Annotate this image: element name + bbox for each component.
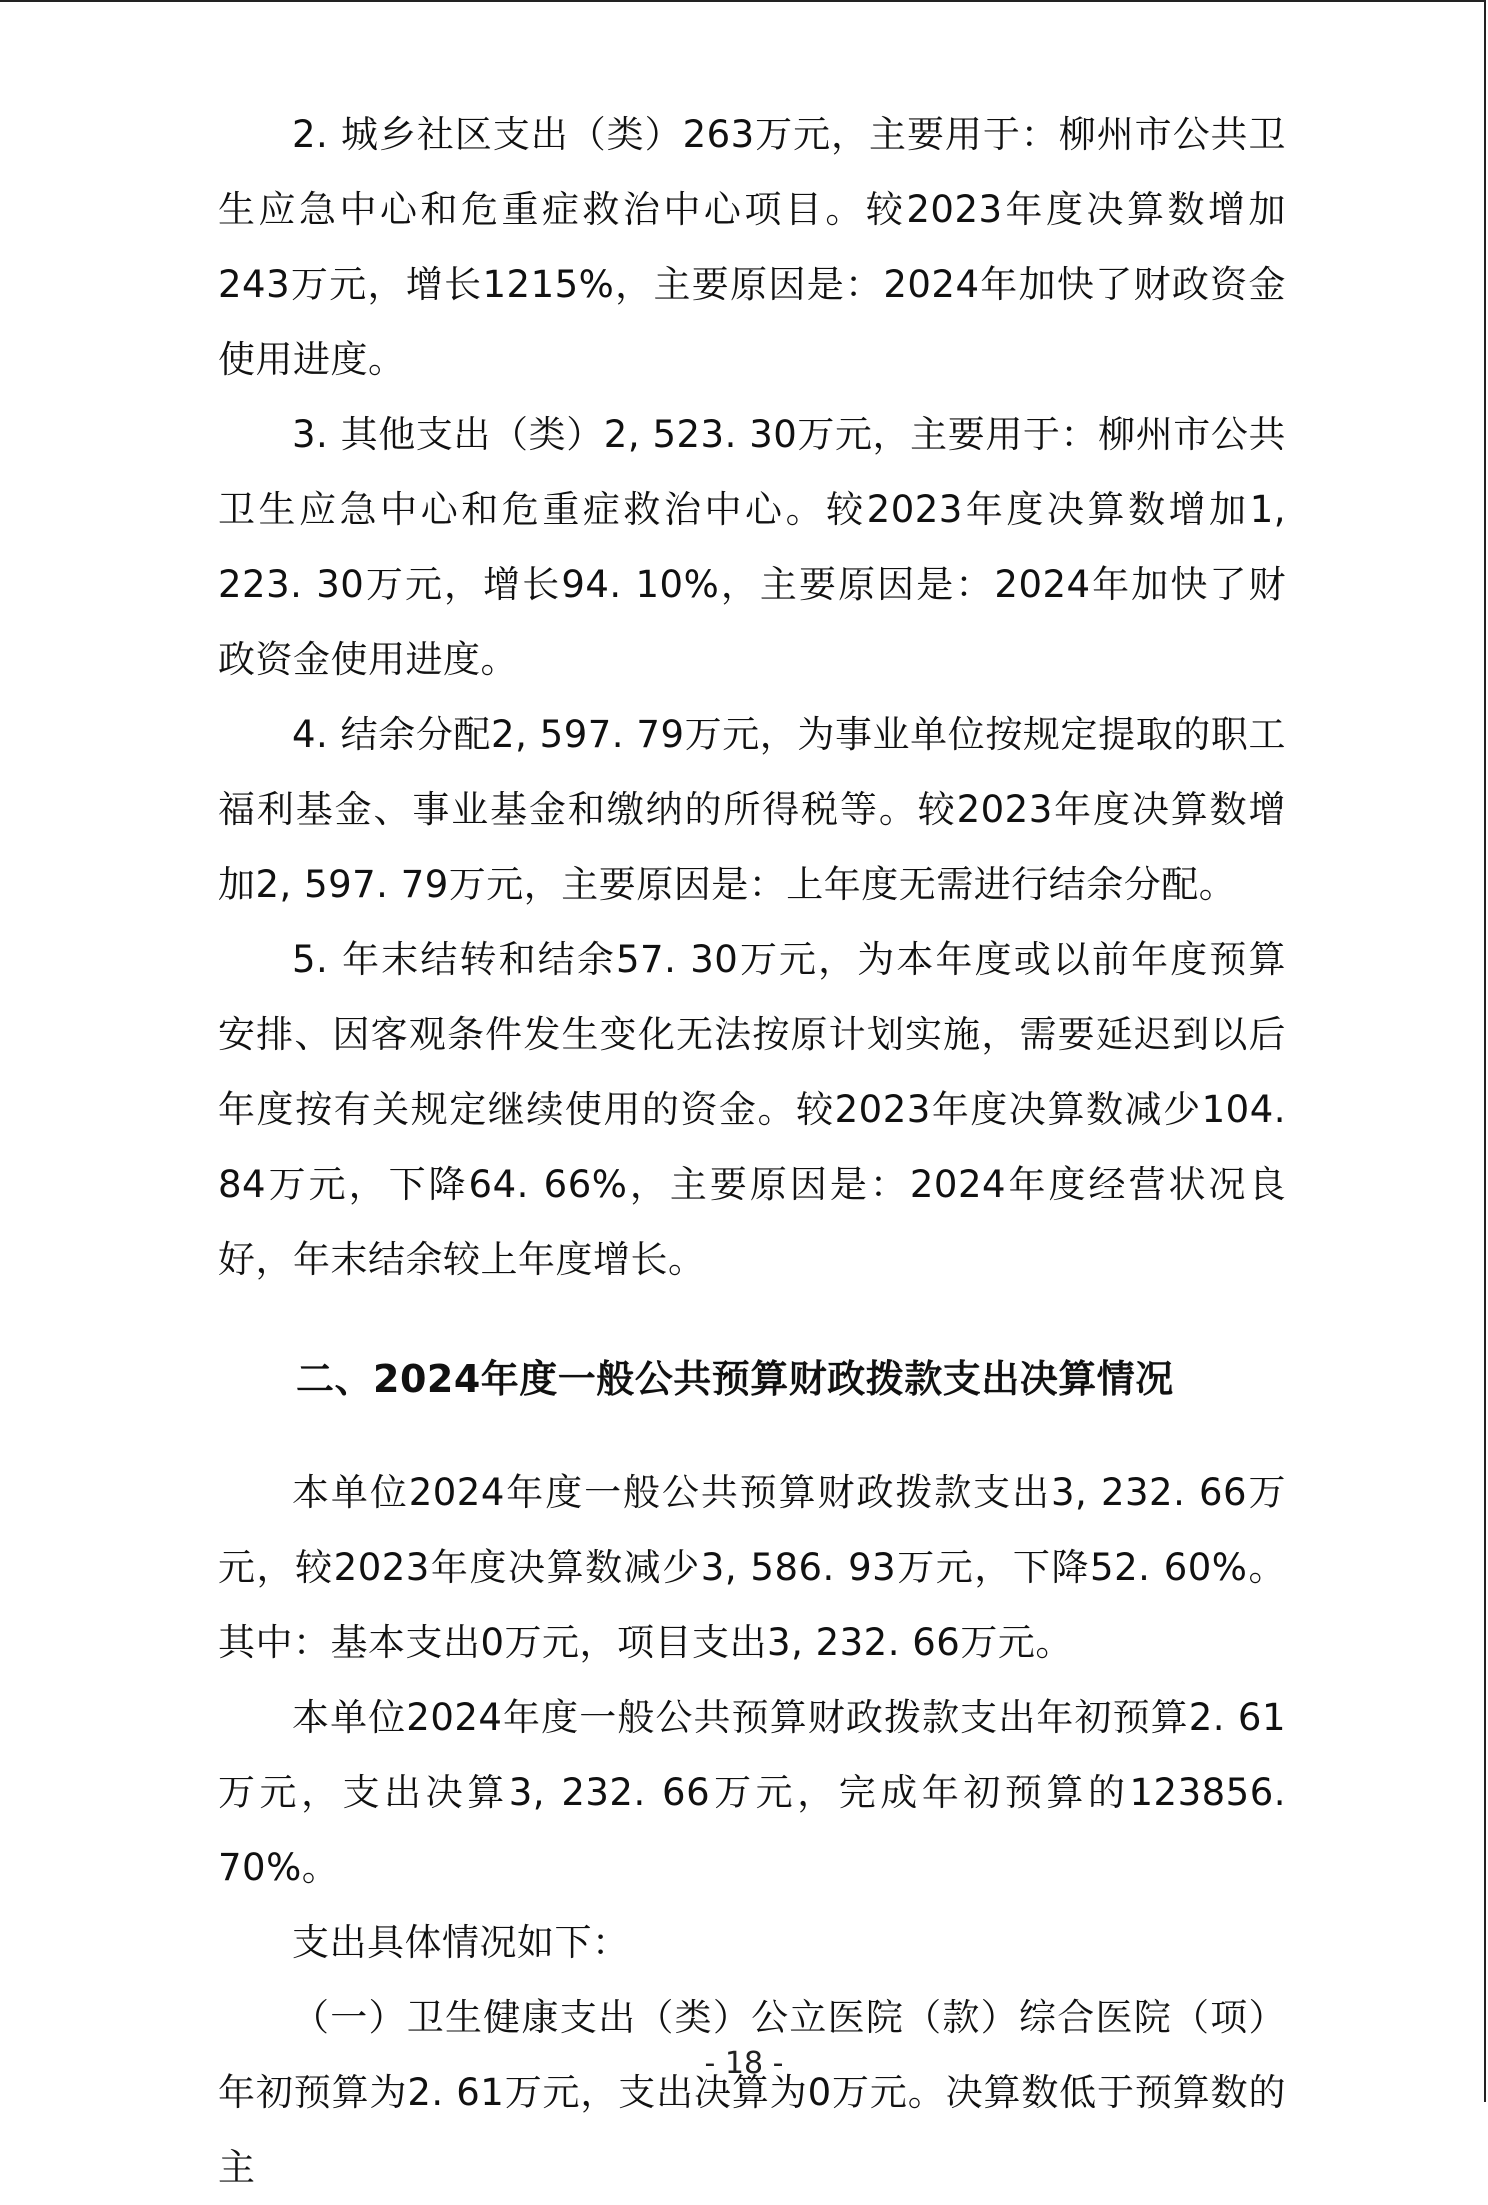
paragraph-year-end-carryover: 5. 年末结转和结余57. 30万元，为本年度或以前年度预算安排、因客观条件发生变化无法按原计划实施，需要延迟到以后年度按有关规定继续使用的资金。较2023年度决算数减少104. 84万元，下降64. 66%，主要原因是：2024年度经营状况良好，年末结余较上年度增长。 bbox=[218, 938, 1286, 1281]
paragraph-health-expenditure: （一）卫生健康支出（类）公立医院（款）综合医院（项）年初预算为2. 61万元，支出决算为0万元。决算数低于预算数的主 bbox=[218, 1996, 1286, 2189]
paragraph-initial-budget: 本单位2024年度一般公共预算财政拨款支出年初预算2. 61万元，支出决算3, 232. 66万元，完成年初预算的123856. 70%。 bbox=[218, 1696, 1286, 1889]
paragraph-urban-rural-expenditure: 2. 城乡社区支出（类）263万元，主要用于：柳州市公共卫生应急中心和危重症救治中心项目。较2023年度决算数增加243万元，增长1215%，主要原因是：2024年加快了财政资金使用进度。 bbox=[218, 113, 1286, 381]
page-number: - 18 - bbox=[704, 2046, 784, 2081]
section-heading: 二、2024年度一般公共预算财政拨款支出决算情况 bbox=[296, 1357, 1174, 1401]
paragraph-other-expenditure: 3. 其他支出（类）2, 523. 30万元，主要用于：柳州市公共卫生应急中心和危重症救治中心。较2023年度决算数增加1, 223. 30万元，增长94. 10%，主要原因是：2024年加快了财政资金使用进度。 bbox=[218, 413, 1286, 681]
paragraph-details-intro: 支出具体情况如下： bbox=[292, 1921, 630, 1964]
page-body bbox=[218, 97, 1286, 2205]
paragraph-surplus-distribution: 4. 结余分配2, 597. 79万元，为事业单位按规定提取的职工福利基金、事业基金和缴纳的所得税等。较2023年度决算数增加2, 597. 79万元，主要原因是：上年度无需进行结余分配。 bbox=[218, 713, 1286, 906]
paragraph-general-budget-expenditure: 本单位2024年度一般公共预算财政拨款支出3, 232. 66万元，较2023年度决算数减少3, 586. 93万元，下降52. 60%。其中：基本支出0万元，项目支出3, 232. 66万元。 bbox=[218, 1471, 1286, 1664]
